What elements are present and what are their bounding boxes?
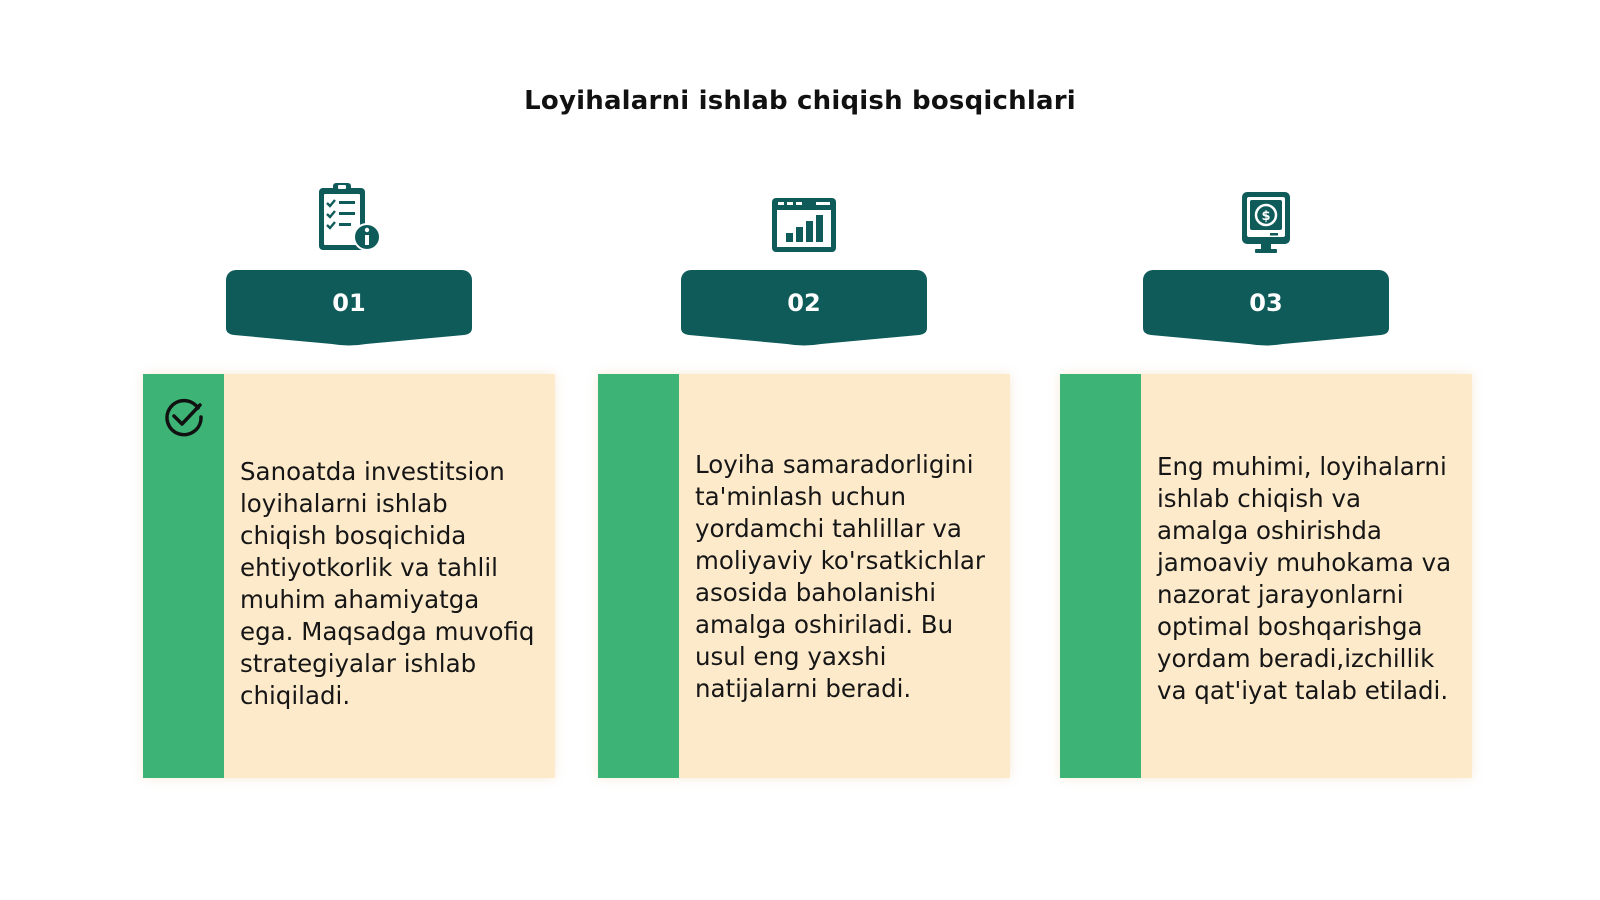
step-description-text: Sanoatda investitsion loyihalarni ishlab chiqish bosqichida ehtiyotkorlik va tahlil muhim ahamiyatga ega. Maqsadga muvofiq strategiyalar ishlab chiqiladi. (240, 457, 535, 710)
step-description (1157, 386, 1457, 772)
svg-text:$: $ (1261, 209, 1271, 224)
clipboard-checklist-info-icon (311, 180, 387, 260)
page-title: Loyihalarni ishlab chiqish bosqichlari (524, 86, 1076, 116)
step-number: 03 (1249, 289, 1283, 317)
step-1 (143, 180, 555, 780)
browser-bar-chart-icon (766, 180, 842, 260)
step-number-badge (1143, 270, 1389, 350)
step-card (143, 374, 555, 778)
card-accent-stripe (1060, 374, 1141, 778)
step-2 (598, 180, 1010, 780)
step-number: 02 (787, 289, 821, 317)
step-description-text: Eng muhimi, loyihalarni ishlab chiqish va amalga oshirishda jamoaviy muhokama va nazorat jarayonlarni optimal boshqarishga yordam beradi,izchillik va qat'iyat talab etiladi. (1157, 452, 1452, 705)
check-circle-icon (161, 394, 207, 440)
step-description (240, 404, 540, 764)
step-description-text: Loyiha samaradorligini ta'minlash uchun yordamchi tahlillar va moliyaviy ko'rsatkichlar asosida baholanishi amalga oshiriladi. Bu usul eng yaxshi natijalarni beradi. (695, 450, 985, 703)
monitor-dollar-icon (1228, 180, 1304, 260)
step-card (1060, 374, 1472, 778)
step-number-badge (681, 270, 927, 350)
card-accent-stripe (598, 374, 679, 778)
step-number-badge (226, 270, 472, 350)
step-3 (1060, 180, 1472, 780)
step-number: 01 (332, 289, 366, 317)
step-description (695, 392, 995, 762)
step-card (598, 374, 1010, 778)
